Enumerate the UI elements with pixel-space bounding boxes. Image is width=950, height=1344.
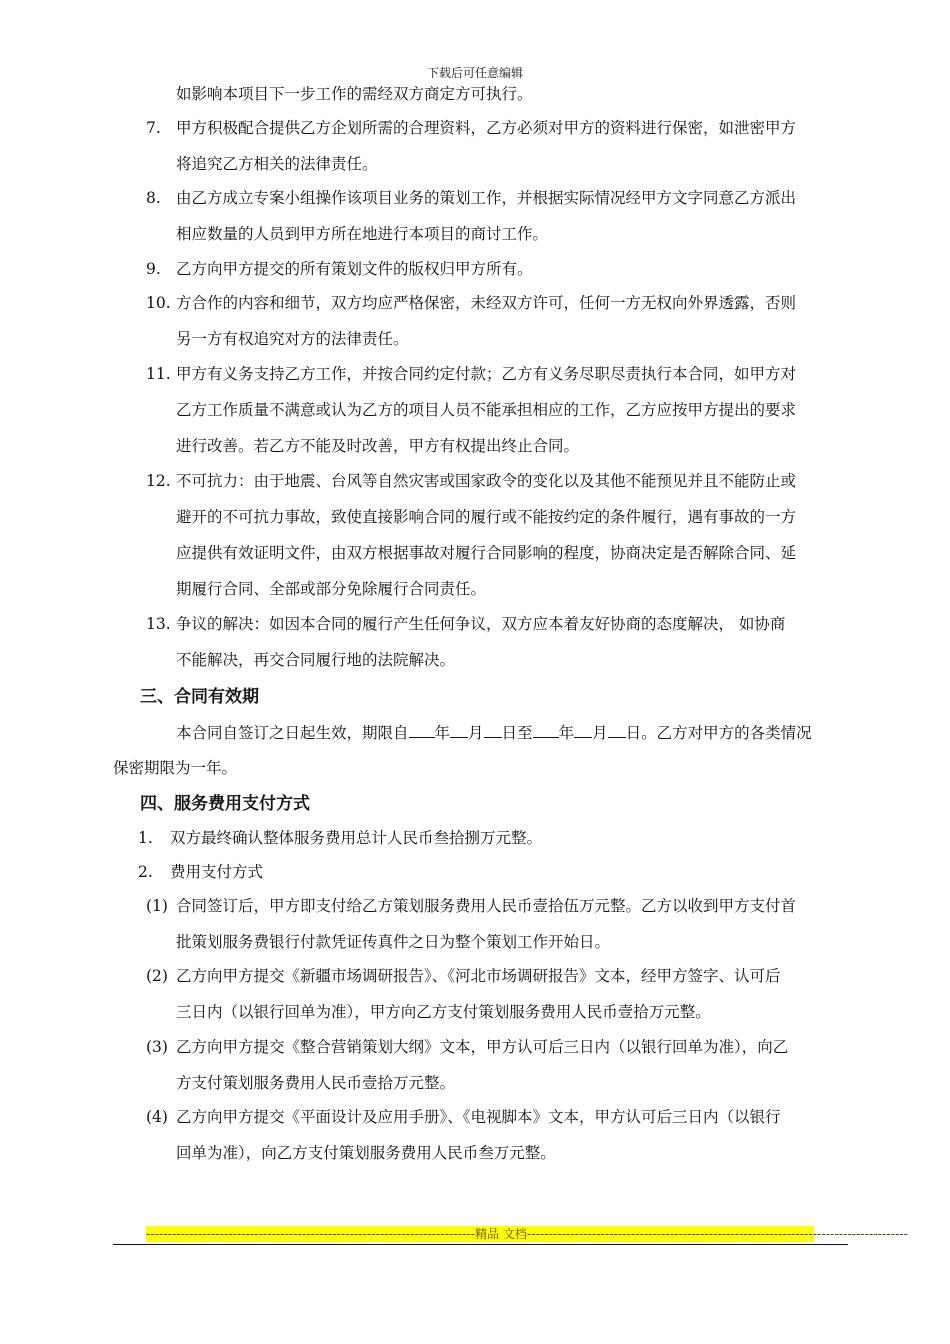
- section-heading-payment: 四、服务费用支付方式: [140, 794, 310, 814]
- item-number: 7.: [146, 119, 161, 137]
- validity-text: 月: [468, 724, 484, 742]
- sub-item-line: 乙方向甲方提交《整合营销策划大纲》文本，甲方认可后三日内（以银行回单为准），向乙: [176, 1038, 789, 1056]
- sub-item-line: 回单为准），向乙方支付策划服务费用人民币叁万元整。: [176, 1144, 556, 1162]
- footer-dashes: ----------------------------------------------------------------------------------------: [526, 1227, 908, 1241]
- item-number: 2.: [138, 863, 153, 881]
- page-header-note: 下载后可任意编辑: [426, 66, 523, 80]
- fill-blank[interactable]: [484, 721, 502, 738]
- item-line: 甲方有义务支持乙方工作，并按合同约定付款；乙方有义务尽职尽责执行本合同，如甲方对: [176, 365, 797, 383]
- item-line: 相应数量的人员到甲方所在地进行本项目的商讨工作。: [176, 225, 549, 243]
- sub-item-line: 方支付策划服务费用人民币壹拾万元整。: [176, 1074, 456, 1092]
- item-line: 方合作的内容和细节，双方均应严格保密，未经双方许可，任何一方无权向外界透露，否则: [176, 294, 797, 312]
- item-6-continuation: 如影响本项目下一步工作的需经双方商定方可执行。: [176, 85, 533, 103]
- sub-item-number: (3): [146, 1038, 168, 1056]
- item-number: 10.: [146, 294, 171, 312]
- validity-text: 年: [558, 724, 575, 742]
- validity-line-2: 保密期限为一年。: [113, 759, 238, 777]
- item-line: 乙方工作质量不满意或认为乙方的项目人员不能承担相应的工作，乙方应按甲方提出的要求: [176, 401, 797, 419]
- validity-text: 日至: [501, 724, 533, 742]
- item-number: 8.: [146, 189, 161, 207]
- item-line: 进行改善。若乙方不能及时改善，甲方有权提出终止合同。: [176, 437, 580, 455]
- sub-item-line: 合同签订后，甲方即支付给乙方策划服务费用人民币壹拾伍万元整。乙方以收到甲方支付首: [176, 897, 797, 915]
- fill-blank[interactable]: [450, 721, 468, 738]
- fill-blank[interactable]: [608, 721, 626, 738]
- validity-period-line: [176, 721, 812, 743]
- sub-item-line: 三日内（以银行回单为准），甲方向乙方支付策划服务费用人民币壹拾万元整。: [176, 1003, 711, 1021]
- sub-item-number: (4): [146, 1108, 168, 1126]
- payment-method-label: 费用支付方式: [170, 863, 264, 881]
- item-number: 13.: [146, 615, 171, 633]
- item-line: 争议的解决：如因本合同的履行产生任何争议，双方应本着友好协商的态度解决， 如协商: [176, 615, 786, 633]
- sub-item-line: 批策划服务费银行付款凭证传真件之日为整个策划工作开始日。: [176, 933, 611, 951]
- section-heading-validity: 三、合同有效期: [140, 687, 259, 707]
- validity-text: 月: [592, 724, 608, 742]
- sub-item-line: 乙方向甲方提交《新疆市场调研报告》、《河北市场调研报告》文本，经甲方签字、认可后: [176, 967, 781, 985]
- footer-watermark-band: [146, 1226, 908, 1242]
- item-number: 12.: [146, 472, 171, 490]
- footer-dashes: ----------------------------------------------------------------------------: [146, 1227, 476, 1241]
- fill-blank[interactable]: [409, 721, 435, 738]
- item-line: 甲方积极配合提供乙方企划所需的合理资料，乙方必须对甲方的资料进行保密，如泄密甲方: [176, 119, 797, 137]
- sub-item-number: (2): [146, 967, 168, 985]
- item-line: 不能解决，再交合同履行地的法院解决。: [176, 651, 456, 669]
- item-number: 9.: [146, 260, 161, 278]
- item-line: 期履行合同、全部或部分免除履行合同责任。: [176, 580, 487, 598]
- footer-label: 精品 文档: [475, 1227, 527, 1241]
- validity-text: 年: [434, 724, 451, 742]
- item-number: 1.: [138, 829, 153, 847]
- fill-blank[interactable]: [533, 721, 559, 738]
- item-line: 不可抗力：由于地震、台风等自然灾害或国家政令的变化以及其他不能预见并且不能防止或: [176, 472, 797, 490]
- validity-text: 日。乙方对甲方的各类情况: [625, 724, 812, 742]
- sub-item-number: (1): [146, 897, 168, 915]
- item-line: 乙方向甲方提交的所有策划文件的版权归甲方所有。: [176, 260, 533, 278]
- item-number: 11.: [146, 365, 171, 383]
- item-line: 另一方有权追究对方的法律责任。: [176, 330, 409, 348]
- fill-blank[interactable]: [574, 721, 592, 738]
- item-line: 避开的不可抗力事故，致使直接影响合同的履行或不能按约定的条件履行，遇有事故的一方: [176, 508, 797, 526]
- payment-total: 双方最终确认整体服务费用总计人民币叁拾捌万元整。: [170, 829, 543, 847]
- validity-text: 本合同自签订之日起生效，期限自: [176, 724, 409, 742]
- item-line: 应提供有效证明文件，由双方根据事故对履行合同影响的程度，协商决定是否解除合同、延: [176, 544, 797, 562]
- footer-rule: [113, 1244, 848, 1245]
- sub-item-line: 乙方向甲方提交《平面设计及应用手册》、《电视脚本》文本，甲方认可后三日内（以银行: [176, 1108, 781, 1126]
- item-line: 由乙方成立专案小组操作该项目业务的策划工作，并根据实际情况经甲方文字同意乙方派出: [176, 189, 797, 207]
- item-line: 将追究乙方相关的法律责任。: [176, 155, 378, 173]
